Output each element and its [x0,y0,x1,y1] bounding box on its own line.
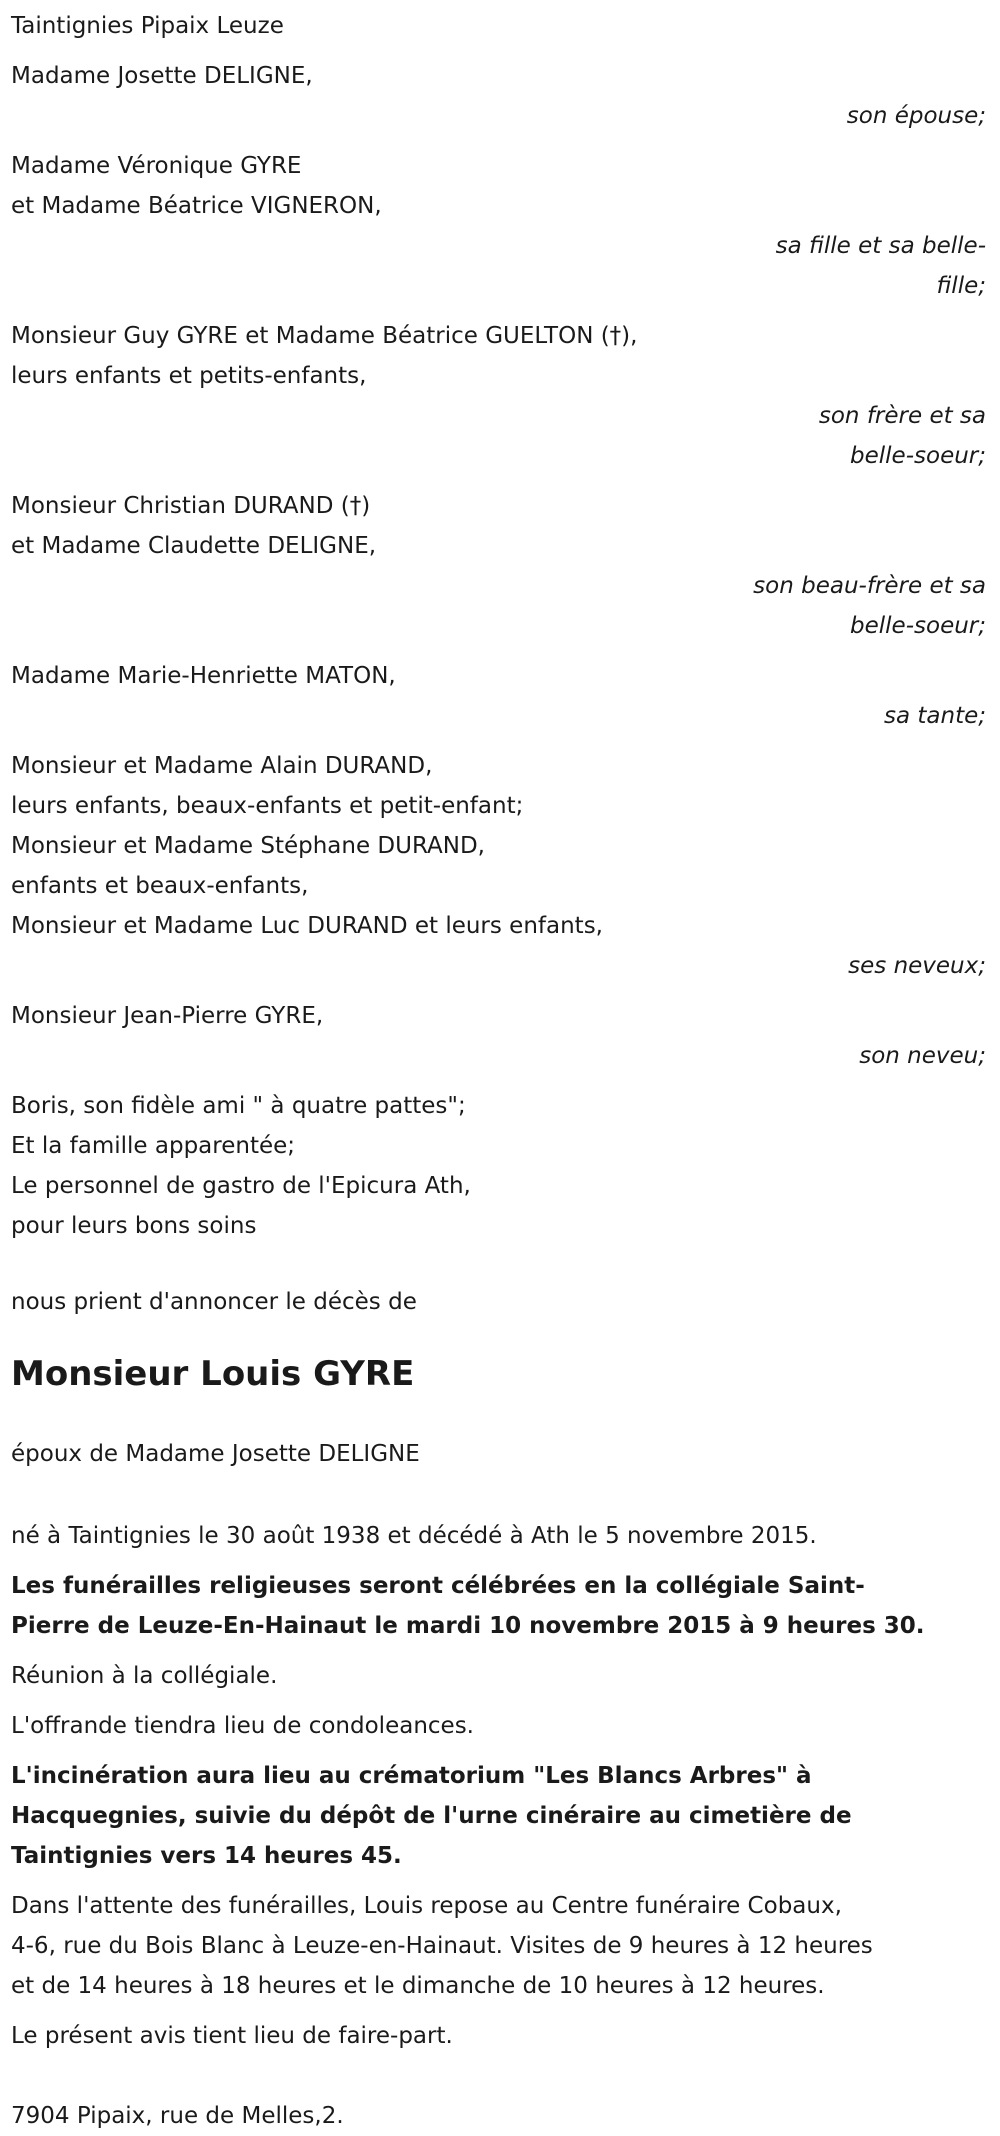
visit-info [11,1886,986,2006]
family-entry-brother [11,316,986,476]
family-line: leurs enfants et petits-enfants, [11,363,367,389]
birth-death-line: né à Taintignies le 30 août 1938 et décédé à Ath le 5 novembre 2015. [11,1523,817,1549]
visit-line: Dans l'attente des funérailles, Louis repose au Centre funéraire Cobaux, [11,1893,842,1919]
family-line: Monsieur Guy GYRE et Madame Béatrice GUELTON (†), [11,323,638,349]
others-line: pour leurs bons soins [11,1213,257,1239]
funeral-line: Pierre de Leuze-En-Hainaut le mardi 10 novembre 2015 à 9 heures 30. [11,1613,925,1639]
family-entry-daughter [11,146,986,306]
relation-label: fille; [936,273,986,299]
incineration-line: L'incinération aura lieu au crématorium "Les Blancs Arbres" à [11,1763,812,1789]
deceased-name: Monsieur Louis GYRE [11,1354,415,1394]
family-entry-nephews [11,746,986,986]
family-entry-nephew [11,996,986,1076]
family-line: Madame Marie-Henriette MATON, [11,663,396,689]
others-list [11,1086,986,1246]
family-line: Madame Josette DELIGNE, [11,63,313,89]
relation-label: belle-soeur; [850,613,986,639]
places-header: Taintignies Pipaix Leuze [11,13,284,39]
relation-label: sa tante; [884,703,986,729]
family-line: Monsieur Christian DURAND (†) [11,493,371,519]
family-line: enfants et beaux-enfants, [11,873,309,899]
family-line: leurs enfants, beaux-enfants et petit-enfant; [11,793,524,819]
funeral-info [11,1566,986,1646]
visit-line: 4-6, rue du Bois Blanc à Leuze-en-Hainaut. Visites de 9 heures à 12 heures [11,1933,873,1959]
relation-label: ses neveux; [848,953,986,979]
family-line: Monsieur et Madame Alain DURAND, [11,753,433,779]
relation-label: son frère et sa [818,403,986,429]
family-entry-aunt [11,656,986,736]
reunion-line: Réunion à la collégiale. [11,1663,278,1689]
relation-label: sa fille et sa belle- [775,233,986,259]
announcement-text: nous prient d'annoncer le décès de [11,1289,417,1315]
address-line: 7904 Pipaix, rue de Melles,2. [11,2103,344,2129]
family-line: Monsieur et Madame Luc DURAND et leurs enfants, [11,913,603,939]
relation-label: son épouse; [846,103,986,129]
relation-label: son neveu; [859,1043,986,1069]
obituary-content [11,6,986,2136]
family-line: et Madame Béatrice VIGNERON, [11,193,382,219]
relation-label: belle-soeur; [850,443,986,469]
funeral-line: Les funérailles religieuses seront célébrées en la collégiale Saint- [11,1573,865,1599]
others-line: Le personnel de gastro de l'Epicura Ath, [11,1173,471,1199]
others-line: Et la famille apparentée; [11,1133,296,1159]
family-line: Madame Véronique GYRE [11,153,302,179]
notice-line: Le présent avis tient lieu de faire-part. [11,2023,453,2049]
incineration-info [11,1756,986,1876]
incineration-line: Hacquegnies, suivie du dépôt de l'urne cinéraire au cimetière de [11,1803,852,1829]
family-entry-brother-in-law [11,486,986,646]
family-line: Monsieur et Madame Stéphane DURAND, [11,833,485,859]
family-line: Monsieur Jean-Pierre GYRE, [11,1003,324,1029]
offering-line: L'offrande tiendra lieu de condoleances. [11,1713,474,1739]
family-entry-spouse [11,56,986,136]
relation-label: son beau-frère et sa [753,573,986,599]
family-line: et Madame Claudette DELIGNE, [11,533,377,559]
spouse-line: époux de Madame Josette DELIGNE [11,1441,420,1467]
visit-line: et de 14 heures à 18 heures et le dimanche de 10 heures à 12 heures. [11,1973,825,1999]
incineration-line: Taintignies vers 14 heures 45. [11,1843,402,1869]
others-line: Boris, son fidèle ami " à quatre pattes"; [11,1093,466,1119]
